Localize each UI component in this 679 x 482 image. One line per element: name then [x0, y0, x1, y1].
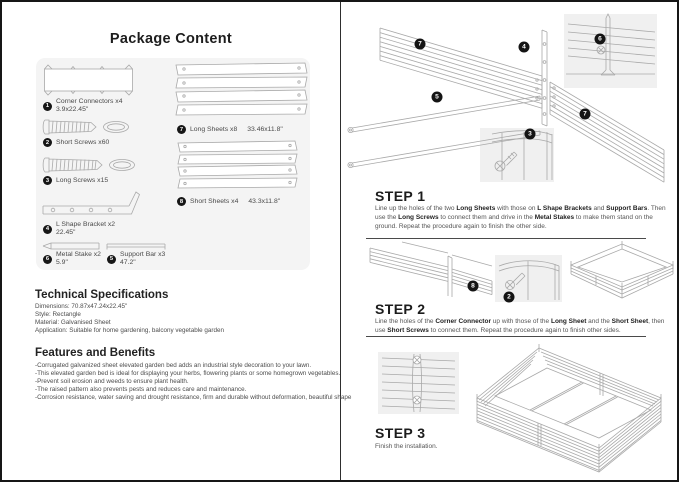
short-sheets-illustration: [176, 140, 298, 196]
step1-body: Line up the holes of the two Long Sheets with those on L Shape Brackets and Support Bars. Then use the Long Screws to connect them and drive in the Metal Stakes to make them stand on the ground. Repeat the procedure again to finish the other side.: [375, 205, 666, 230]
marker-metal-stake: 6: [595, 34, 606, 45]
item-dimension: 47.2": [120, 259, 136, 266]
spec-line: Application: Suitable for home gardening, balcony vegetable garden: [35, 327, 225, 334]
item-short-sheets: [177, 197, 280, 206]
metal-stake-illustration: [41, 241, 101, 251]
feature-line: -Prevent soil erosion and weeds to ensure plant health.: [35, 378, 189, 385]
feature-line: -Corrugated galvanized sheet elevated garden bed adds an industrial style decoration to your lawn.: [35, 362, 312, 369]
item-label: L Shape Bracket x2: [56, 221, 116, 228]
long-screw-illustration: [41, 154, 139, 176]
divider: [366, 336, 646, 337]
item-dimension: 22.45": [56, 229, 76, 236]
item-number-badge: 5: [107, 255, 116, 264]
item-dimension: 33.46x11.8": [247, 125, 283, 133]
spec-line: Dimensions: 70.87x47.24x22.45": [35, 303, 128, 310]
step3-body: Finish the installation.: [375, 443, 438, 450]
assembly-steps-page: [342, 2, 679, 480]
package-items-box: [36, 58, 310, 270]
item-label: Support Bar x3: [120, 251, 166, 258]
support-bar-illustration: [105, 241, 167, 251]
marker-long-sheet-right: 7: [580, 109, 591, 120]
item-short-screws: [43, 138, 109, 147]
spec-line: Style: Rectangle: [35, 311, 81, 318]
item-number-badge: 8: [177, 197, 186, 206]
feature-line: -The raised pattern also prevents pests and reduces care and maintenance.: [35, 386, 247, 393]
item-number-badge: 4: [43, 225, 52, 234]
step1-assembly-illustration: [342, 2, 678, 186]
marker-l-shape-bracket: 4: [519, 42, 530, 53]
item-label: Short Screws x60: [56, 138, 110, 146]
item-number-badge: 3: [43, 176, 52, 185]
marker-long-sheet-left: 7: [415, 39, 426, 50]
feature-line: -This elevated garden bed is ideal for displaying your herbs, flowering plants or some homegrown vegetables.: [35, 370, 341, 377]
tech-specs-heading: Technical Specifications: [35, 289, 169, 301]
page-title: Package Content: [109, 31, 233, 47]
item-label: Long Screws x15: [56, 176, 109, 184]
long-sheets-illustration: [174, 62, 308, 124]
package-content-page: [2, 2, 352, 480]
spec-line: Material: Galvanised Sheet: [35, 319, 111, 326]
item-dimension: 5.9": [56, 259, 68, 266]
marker-support-bar: 5: [432, 92, 443, 103]
step3-heading: STEP 3: [375, 425, 426, 441]
item-number-badge: 2: [43, 138, 52, 147]
step1-heading: STEP 1: [375, 188, 426, 204]
marker-long-screw: 3: [525, 129, 536, 140]
item-corner-connectors: [43, 98, 123, 114]
item-label: Long Sheets x8: [190, 125, 238, 133]
l-shape-bracket-illustration: [41, 189, 141, 219]
step2-heading: STEP 2: [375, 301, 426, 317]
item-number-badge: 7: [177, 125, 186, 134]
marker-short-screw: 2: [504, 292, 515, 303]
item-metal-stake: [43, 251, 101, 267]
item-dimension: 43.3x11.8": [248, 197, 281, 205]
divider: [366, 238, 646, 239]
item-label: Corner Connectors x4: [56, 98, 123, 105]
item-label: Short Sheets x4: [190, 197, 239, 205]
item-number-badge: 6: [43, 255, 52, 264]
step2-body: Line the holes of the Corner Connector up with those of the Long Sheet and the Short Sheet, then use Short Screws to connect them. Repeat the procedure again to finish other sides.: [375, 318, 665, 334]
corner-connector-illustration: [41, 64, 136, 98]
item-long-sheets: [177, 125, 283, 134]
item-number-badge: 1: [43, 102, 52, 111]
item-l-shape-bracket: [43, 221, 115, 237]
item-dimension: 3.9x22.45": [56, 106, 89, 113]
item-label: Metal Stake x2: [56, 251, 101, 258]
short-screw-illustration: [41, 116, 133, 138]
step3-assembly-illustration: [342, 342, 678, 480]
item-long-screws: [43, 176, 108, 185]
feature-line: -Corrosion resistance, water saving and drought resistance, firm and durable without deformation, beautiful shape: [35, 394, 352, 401]
marker-short-sheet: 8: [468, 281, 479, 292]
item-support-bar: [107, 251, 165, 267]
features-heading: Features and Benefits: [35, 347, 156, 359]
